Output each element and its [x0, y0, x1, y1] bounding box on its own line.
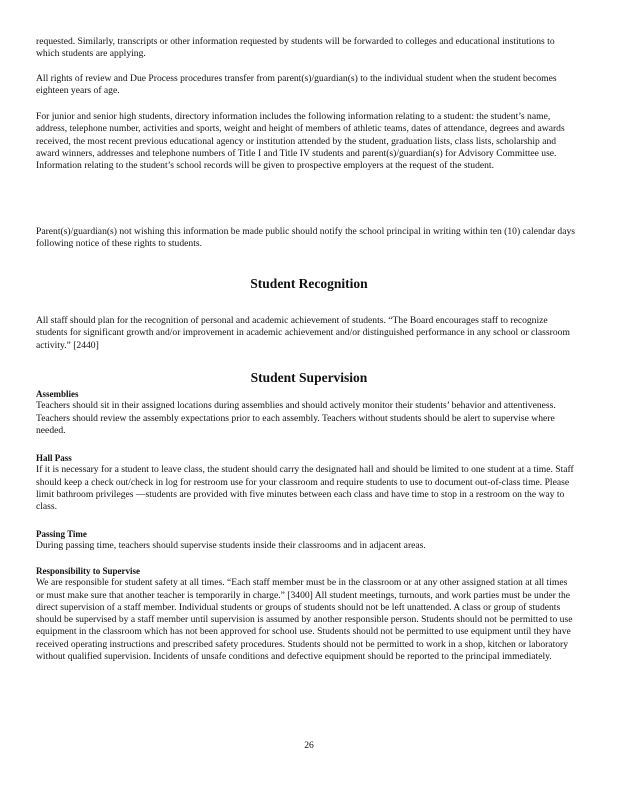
- paragraph-notify-text: Parent(s)/guardian(s) not wishing this information be made public should notify the school principal in writing within ten (10) calendar days following notice of these rights to students.: [36, 226, 576, 250]
- paragraph-responsibility-text: We are responsible for student safety at all times. “Each staff member must be in the classroom or at any other assigned station at all times or must make sure that another teacher is temporarily in charge.” [3400] All student meetings, turnouts, and work parties must be under the direct supervision of a staff member. Individual students or groups of students should not be left unattended. A class or group of students should be supervised by a staff member until supervision is assumed by another responsible person. Students should not be permitted to use equipment in the classroom which has not been approved for school use. Students should not be permitted to use equipment until they have received operating instructions and prescribed safety procedures. Students should not be permitted to work in a shop, kitchen or laboratory without qualified supervision. Incidents of unsafe conditions and defective equipment should be reported to the principal immediately.: [36, 577, 573, 663]
- subheading-responsibility: Responsibility to Supervise: [36, 566, 141, 576]
- paragraph-recognition-text: All staff should plan for the recognition of personal and academic achievement of students. “The Board encourages staff to recognize students for significant growth and/or improvement in academic achievement and/or distinguished performance in any school or classroom activity.” [2440]: [36, 315, 570, 351]
- paragraph-transcripts-text: requested. Similarly, transcripts or other information requested by students will be forwarded to colleges and educational institutions to which students are applying.: [36, 36, 555, 60]
- paragraph-hall-pass-text: If it is necessary for a student to leave class, the student should carry the designated hall and should be limited to one student at a time. Staff should keep a check out/check in log for restroom use for your classroom and require students to use to document out-of-class time. Please limit bathroom privileges —students are provided with five minutes between each class and have time to stop in a restroom on the way to class.: [36, 464, 574, 513]
- paragraph-directory: [36, 111, 576, 172]
- paragraph-employers-text: Information relating to the student’s school records will be given to prospective employers at the request of the student.: [36, 160, 494, 172]
- section-assemblies: [36, 388, 576, 437]
- paragraph-rights-text: All rights of review and Due Process procedures transfer from parent(s)/guardian(s) to the individual student when the student becomes eighteen years of age.: [36, 73, 557, 97]
- paragraph-recognition: [36, 315, 576, 352]
- paragraph-directory-text: For junior and senior high students, directory information includes the following information relating to a student: the student’s name, address, telephone number, activities and sports, weight and height of members of athletic teams, dates of attendance, degrees and awards received, the most recent previous educational agency or institution attended by the student, graduation lists, class lists, scholarship and award winners, addresses and telephone numbers of Title I and Title IV students and parent(s)/guardian(s) for Advisory Committee use.: [36, 111, 565, 159]
- subheading-hall-pass: Hall Pass: [36, 453, 72, 463]
- subheading-assemblies: Assemblies: [36, 389, 79, 399]
- section-passing-time: [36, 528, 576, 553]
- section-hall-pass: [36, 452, 576, 513]
- paragraph-assemblies-text: Teachers should sit in their assigned locations during assemblies and should actively monitor their students’ behavior and attentiveness. Teachers should review the assembly expectations prior to each assembly. Teachers without students should be alert to supervise where needed.: [36, 400, 556, 436]
- paragraph-notify: [36, 226, 576, 251]
- heading-student-supervision: Student Supervision: [250, 370, 368, 385]
- paragraph-passing-time-text: During passing time, teachers should supervise students inside their classrooms and in adjacent areas.: [36, 540, 426, 552]
- section-responsibility: [36, 565, 576, 663]
- heading-student-recognition: Student Recognition: [250, 276, 368, 291]
- paragraph-rights: [36, 73, 576, 98]
- paragraph-transcripts: [36, 36, 576, 61]
- page-number: 26: [304, 740, 314, 751]
- subheading-passing-time: Passing Time: [36, 529, 87, 539]
